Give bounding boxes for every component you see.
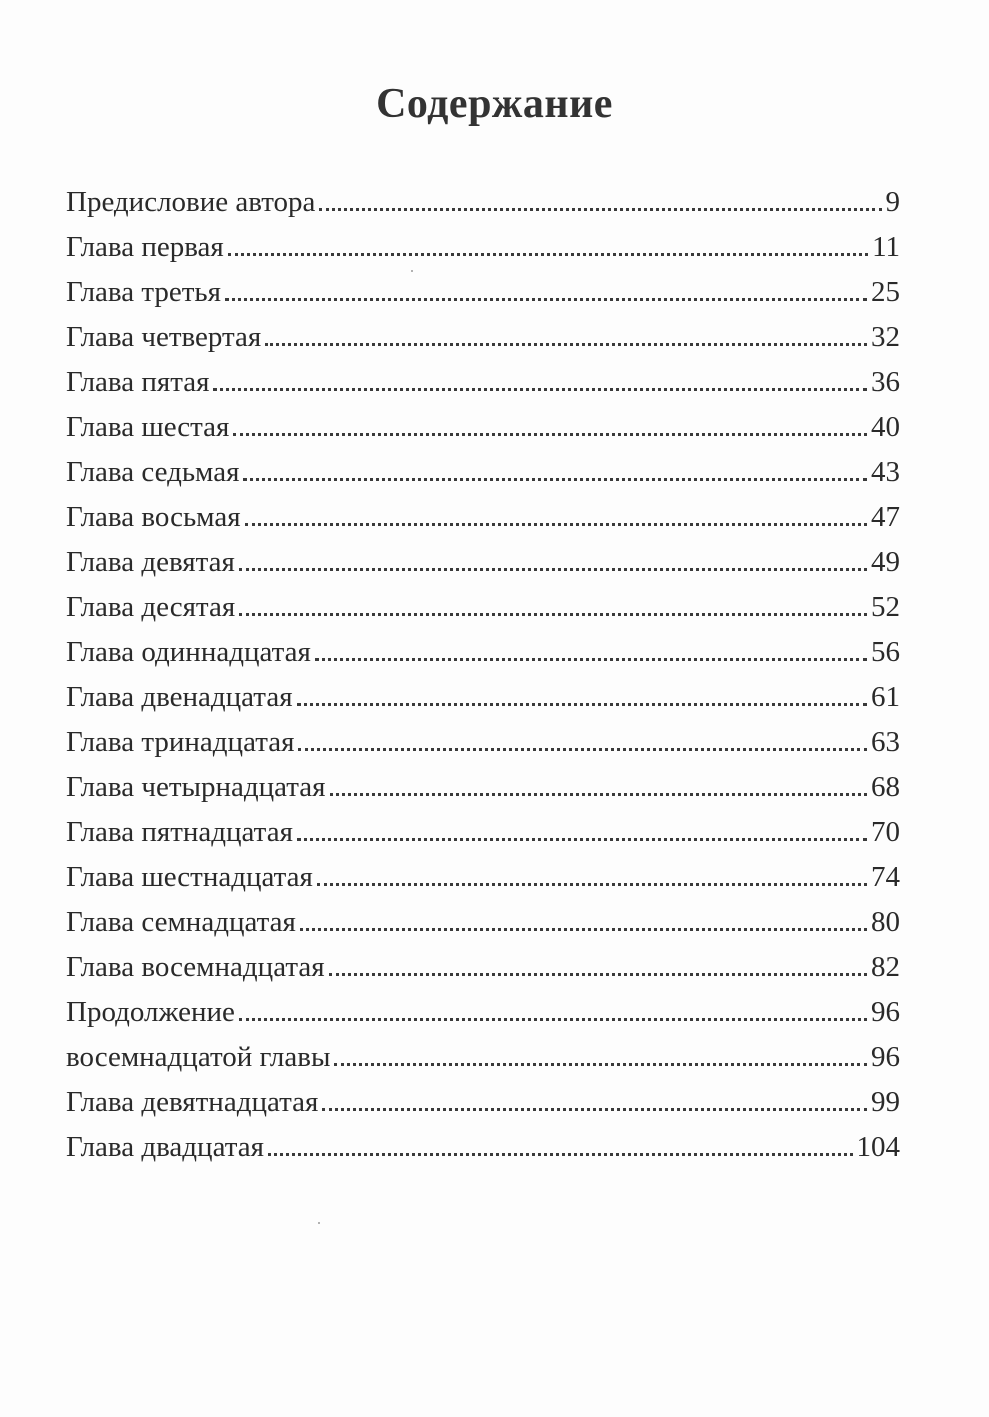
toc-entry-page: 25: [871, 276, 900, 308]
toc-entry-label: Глава пятая: [66, 366, 210, 398]
toc-entry-label: Глава шестнадцатая: [66, 861, 313, 893]
toc-entry: [66, 765, 900, 810]
toc-entry-page: 74: [871, 861, 900, 893]
toc-entry-page: 96: [871, 1041, 900, 1073]
toc-entry-label: Глава шестая: [66, 411, 230, 443]
toc-entry-page: 32: [871, 321, 900, 353]
toc-entry-page: 99: [871, 1086, 900, 1118]
dot-leader: [298, 748, 867, 751]
toc-entry-page: 11: [872, 231, 900, 263]
toc-entry-label: Продолжение: [66, 996, 235, 1028]
toc-entry: [66, 810, 900, 855]
toc-entry-page: 47: [871, 501, 900, 533]
dot-leader: [297, 838, 867, 841]
dot-leader: [315, 658, 867, 661]
toc-entry: [66, 990, 900, 1035]
dot-leader: [239, 1018, 867, 1021]
toc-entry-page: 52: [871, 591, 900, 623]
dot-leader: [265, 343, 867, 346]
toc-entry-label: Глава четвертая: [66, 321, 262, 353]
dot-leader: [239, 613, 867, 616]
toc-entry-page: 63: [871, 726, 900, 758]
toc-entry: [66, 450, 900, 495]
dot-leader: [330, 793, 868, 796]
dot-leader: [268, 1153, 853, 1156]
toc-entry: [66, 1035, 900, 1080]
paper-speck: [318, 1222, 320, 1224]
toc-entry-label: Глава восьмая: [66, 501, 241, 533]
toc-entry-label: Глава третья: [66, 276, 221, 308]
toc-entry: [66, 360, 900, 405]
dot-leader: [322, 1108, 867, 1111]
toc-entry-label: восемнадцатой главы: [66, 1041, 331, 1073]
dot-leader: [317, 883, 867, 886]
dot-leader: [297, 703, 867, 706]
toc-entry: [66, 630, 900, 675]
toc-entry-label: Глава двадцатая: [66, 1131, 264, 1163]
toc-entry-page: 68: [871, 771, 900, 803]
toc-entry: [66, 900, 900, 945]
dot-leader: [243, 478, 867, 481]
dot-leader: [329, 973, 867, 976]
toc-entry: [66, 405, 900, 450]
toc-entry-label: Глава десятая: [66, 591, 236, 623]
toc-entry: [66, 540, 900, 585]
dot-leader: [239, 568, 867, 571]
toc-entry-label: Глава двенадцатая: [66, 681, 293, 713]
dot-leader: [225, 298, 867, 301]
toc-entry-label: Предисловие автора: [66, 186, 316, 218]
toc-entry: [66, 180, 900, 225]
toc-entry-page: 9: [885, 186, 900, 218]
toc-entry: [66, 495, 900, 540]
toc-entry: [66, 675, 900, 720]
toc-entry-label: Глава первая: [66, 231, 224, 263]
dot-leader: [334, 1063, 867, 1066]
toc-entry-label: Глава четырнадцатая: [66, 771, 326, 803]
toc-entry-page: 82: [871, 951, 900, 983]
toc-entry-page: 49: [871, 546, 900, 578]
toc-entry-page: 43: [871, 456, 900, 488]
toc-entry-label: Глава девятая: [66, 546, 235, 578]
toc-entry: [66, 945, 900, 990]
dot-leader: [233, 433, 867, 436]
toc-entry-page: 80: [871, 906, 900, 938]
toc-entry-label: Глава пятнадцатая: [66, 816, 293, 848]
page-title: Содержание: [376, 81, 613, 127]
toc-entry-label: Глава восемнадцатая: [66, 951, 325, 983]
toc-entry: [66, 720, 900, 765]
toc-entry: [66, 270, 900, 315]
toc-entry-page: 40: [871, 411, 900, 443]
dot-leader: [319, 208, 881, 211]
toc-entry-page: 104: [856, 1131, 900, 1163]
dot-leader: [245, 523, 867, 526]
toc-entry-page: 70: [871, 816, 900, 848]
toc-entry: [66, 1080, 900, 1125]
dot-leader: [300, 928, 867, 931]
toc-entry-label: Глава одиннадцатая: [66, 636, 311, 668]
table-of-contents: [66, 180, 900, 1170]
toc-entry-page: 96: [871, 996, 900, 1028]
toc-entry-label: Глава тринадцатая: [66, 726, 295, 758]
toc-entry: [66, 855, 900, 900]
toc-entry-page: 61: [871, 681, 900, 713]
toc-entry-page: 56: [871, 636, 900, 668]
toc-entry: [66, 315, 900, 360]
toc-entry-label: Глава девятнадцатая: [66, 1086, 319, 1118]
paper-speck: [411, 270, 413, 272]
toc-entry: [66, 1125, 900, 1170]
toc-entry-page: 36: [871, 366, 900, 398]
toc-entry: [66, 585, 900, 630]
toc-entry-label: Глава семнадцатая: [66, 906, 296, 938]
toc-entry: [66, 225, 900, 270]
dot-leader: [228, 253, 868, 256]
dot-leader: [213, 388, 867, 391]
toc-entry-label: Глава седьмая: [66, 456, 240, 488]
